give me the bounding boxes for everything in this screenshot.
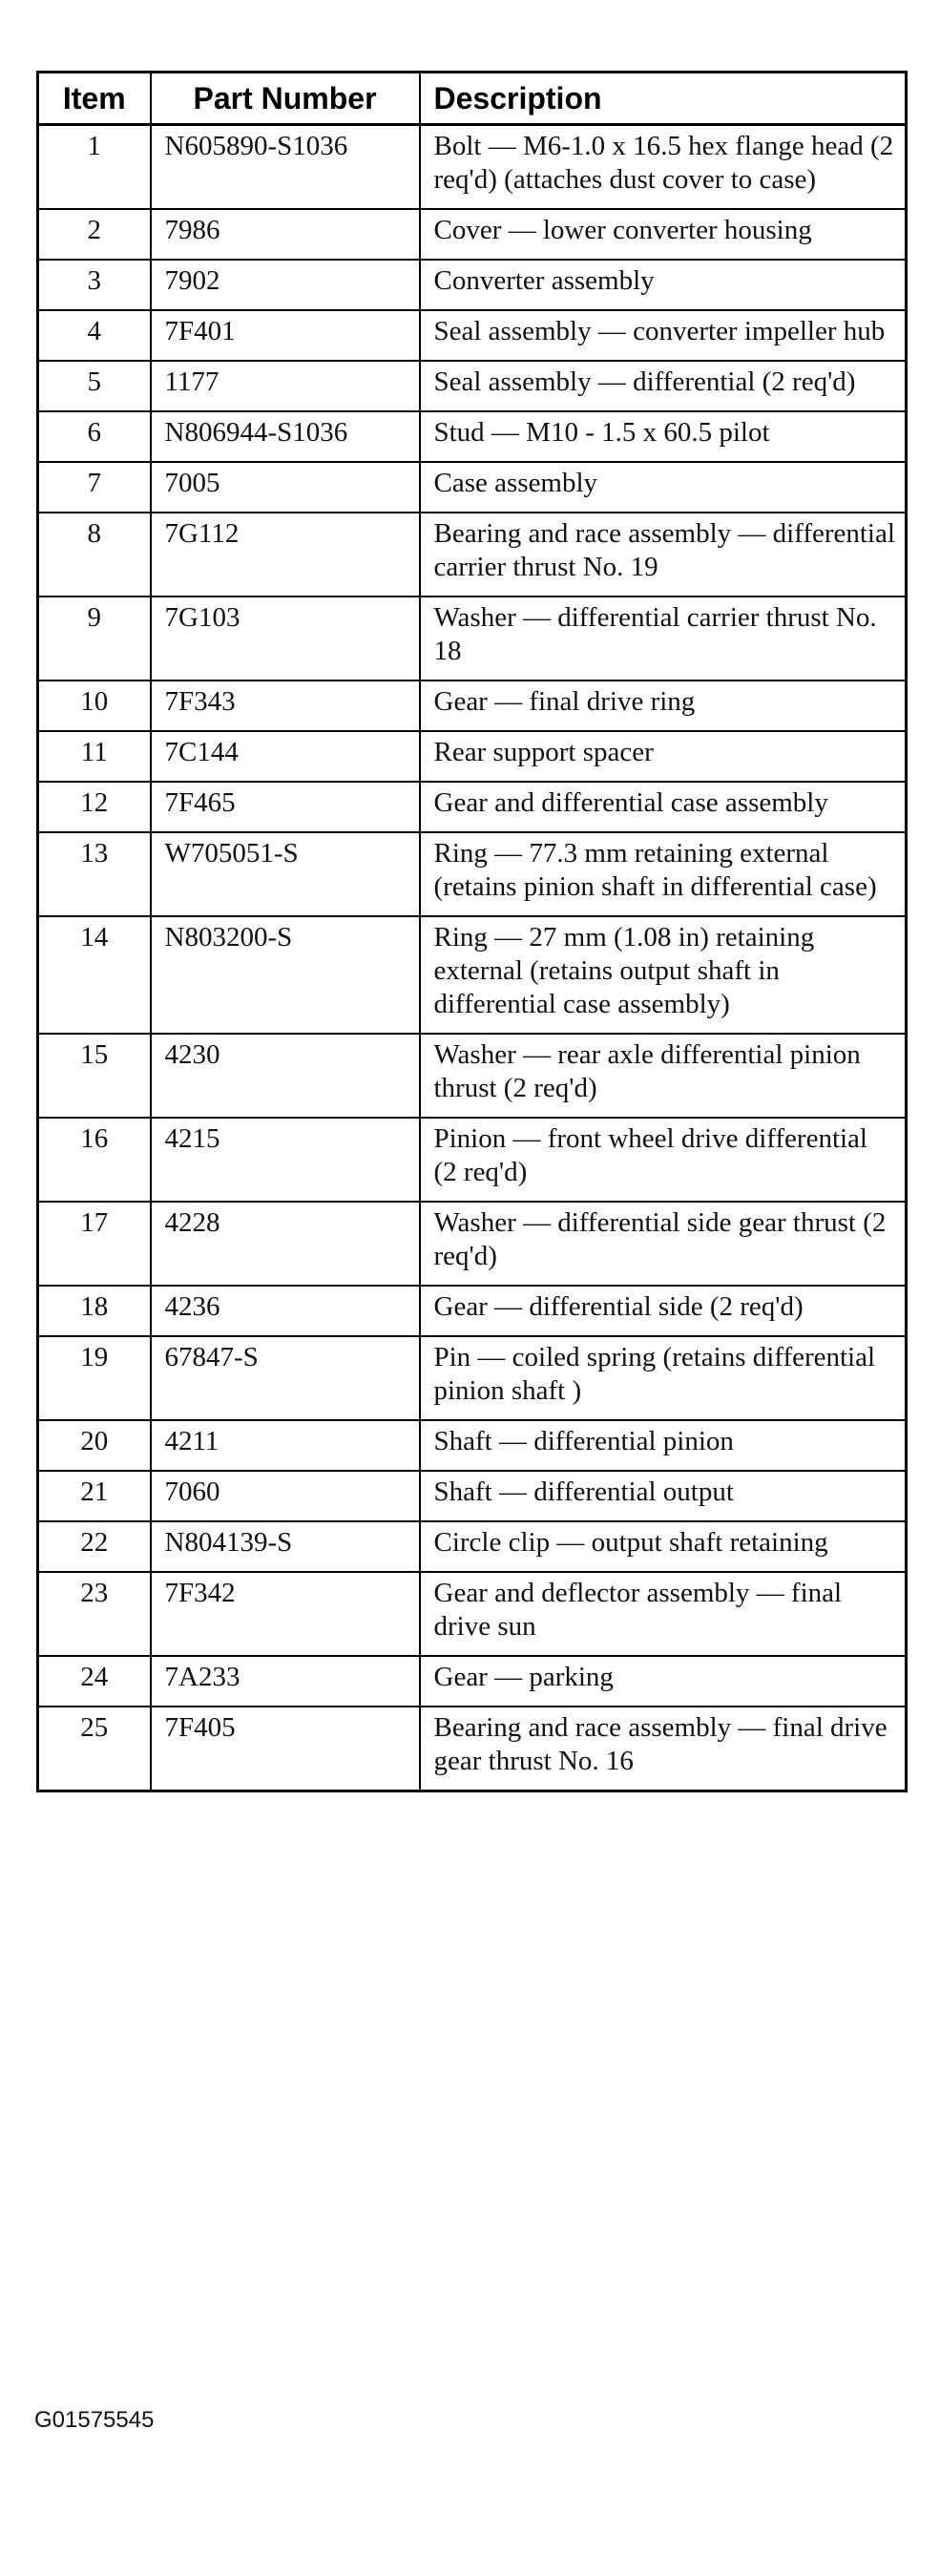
part-number-cell: 7986 [151, 209, 420, 260]
description-cell: Case assembly [420, 462, 907, 513]
item-cell: 16 [38, 1118, 151, 1202]
part-number-cell: N804139-S [151, 1521, 420, 1572]
item-cell: 15 [38, 1034, 151, 1118]
table-row [38, 681, 907, 731]
description-cell: Ring — 27 mm (1.08 in) retaining external (retains output shaft in differential case assembly) [420, 916, 907, 1034]
description-cell: Seal assembly — differential (2 req'd) [420, 361, 907, 411]
part-number-cell: 7C144 [151, 731, 420, 782]
item-cell: 20 [38, 1420, 151, 1471]
item-cell: 22 [38, 1521, 151, 1572]
table-row [38, 1420, 907, 1471]
table-row [38, 310, 907, 361]
item-cell: 21 [38, 1471, 151, 1521]
part-number-cell: 4230 [151, 1034, 420, 1118]
table-row [38, 782, 907, 832]
item-cell: 5 [38, 361, 151, 411]
table-row [38, 260, 907, 310]
table-row [38, 1521, 907, 1572]
item-cell: 10 [38, 681, 151, 731]
description-cell: Seal assembly — converter impeller hub [420, 310, 907, 361]
table-row [38, 731, 907, 782]
description-cell: Washer — differential side gear thrust (2 req'd) [420, 1202, 907, 1286]
item-cell: 8 [38, 513, 151, 597]
table-row [38, 1572, 907, 1656]
description-cell: Washer — rear axle differential pinion thrust (2 req'd) [420, 1034, 907, 1118]
description-cell: Converter assembly [420, 260, 907, 310]
description-cell: Gear and differential case assembly [420, 782, 907, 832]
part-number-cell: 7F343 [151, 681, 420, 731]
table-row [38, 411, 907, 462]
description-cell: Cover — lower converter housing [420, 209, 907, 260]
item-cell: 7 [38, 462, 151, 513]
part-number-cell: 4215 [151, 1118, 420, 1202]
part-number-cell: N605890-S1036 [151, 125, 420, 210]
item-cell: 1 [38, 125, 151, 210]
part-number-cell: 7902 [151, 260, 420, 310]
part-number-cell: 7F465 [151, 782, 420, 832]
item-cell: 3 [38, 260, 151, 310]
part-number-cell: 7F342 [151, 1572, 420, 1656]
table-row [38, 1286, 907, 1336]
part-number-cell: 4228 [151, 1202, 420, 1286]
item-cell: 24 [38, 1656, 151, 1707]
header-part-number: Part Number [151, 73, 420, 125]
table-row [38, 1656, 907, 1707]
table-row [38, 361, 907, 411]
table-row [38, 462, 907, 513]
description-cell: Bearing and race assembly — differential carrier thrust No. 19 [420, 513, 907, 597]
description-cell: Bearing and race assembly — final drive gear thrust No. 16 [420, 1707, 907, 1791]
part-number-cell: 7F401 [151, 310, 420, 361]
item-cell: 17 [38, 1202, 151, 1286]
table-row [38, 916, 907, 1034]
table-row [38, 1118, 907, 1202]
description-cell: Pinion — front wheel drive differential (2 req'd) [420, 1118, 907, 1202]
table-row [38, 1202, 907, 1286]
description-cell: Washer — differential carrier thrust No. 18 [420, 597, 907, 681]
table-row [38, 1471, 907, 1521]
item-cell: 25 [38, 1707, 151, 1791]
description-cell: Shaft — differential pinion [420, 1420, 907, 1471]
description-cell: Stud — M10 - 1.5 x 60.5 pilot [420, 411, 907, 462]
item-cell: 14 [38, 916, 151, 1034]
description-cell: Bolt — M6-1.0 x 16.5 hex flange head (2 req'd) (attaches dust cover to case) [420, 125, 907, 210]
description-cell: Shaft — differential output [420, 1471, 907, 1521]
table-row [38, 1707, 907, 1791]
item-cell: 4 [38, 310, 151, 361]
item-cell: 12 [38, 782, 151, 832]
header-row [38, 73, 907, 125]
part-number-cell: 4236 [151, 1286, 420, 1336]
part-number-cell: N806944-S1036 [151, 411, 420, 462]
item-cell: 6 [38, 411, 151, 462]
item-cell: 13 [38, 832, 151, 916]
table-row [38, 832, 907, 916]
table-row [38, 1034, 907, 1118]
part-number-cell: 7005 [151, 462, 420, 513]
table-row [38, 209, 907, 260]
part-number-cell: 7G103 [151, 597, 420, 681]
part-number-cell: 1177 [151, 361, 420, 411]
part-number-cell: 7060 [151, 1471, 420, 1521]
header-item: Item [38, 73, 151, 125]
table-row [38, 597, 907, 681]
part-number-cell: 7F405 [151, 1707, 420, 1791]
item-cell: 19 [38, 1336, 151, 1420]
part-number-cell: 67847-S [151, 1336, 420, 1420]
description-cell: Gear — differential side (2 req'd) [420, 1286, 907, 1336]
parts-table-body [38, 125, 907, 1791]
item-cell: 11 [38, 731, 151, 782]
description-cell: Gear — parking [420, 1656, 907, 1707]
description-cell: Rear support spacer [420, 731, 907, 782]
part-number-cell: N803200-S [151, 916, 420, 1034]
part-number-cell: 7G112 [151, 513, 420, 597]
part-number-cell: 7A233 [151, 1656, 420, 1707]
table-row [38, 513, 907, 597]
figure-id: G01575545 [34, 2407, 155, 2433]
item-cell: 9 [38, 597, 151, 681]
description-cell: Gear and deflector assembly — final drive sun [420, 1572, 907, 1656]
item-cell: 2 [38, 209, 151, 260]
description-cell: Pin — coiled spring (retains differential pinion shaft ) [420, 1336, 907, 1420]
table-row [38, 1336, 907, 1420]
description-cell: Circle clip — output shaft retaining [420, 1521, 907, 1572]
item-cell: 18 [38, 1286, 151, 1336]
part-number-cell: W705051-S [151, 832, 420, 916]
item-cell: 23 [38, 1572, 151, 1656]
description-cell: Ring — 77.3 mm retaining external (retains pinion shaft in differential case) [420, 832, 907, 916]
part-number-cell: 4211 [151, 1420, 420, 1471]
header-description: Description [420, 73, 907, 125]
parts-table [36, 71, 908, 1792]
table-row [38, 125, 907, 210]
description-cell: Gear — final drive ring [420, 681, 907, 731]
